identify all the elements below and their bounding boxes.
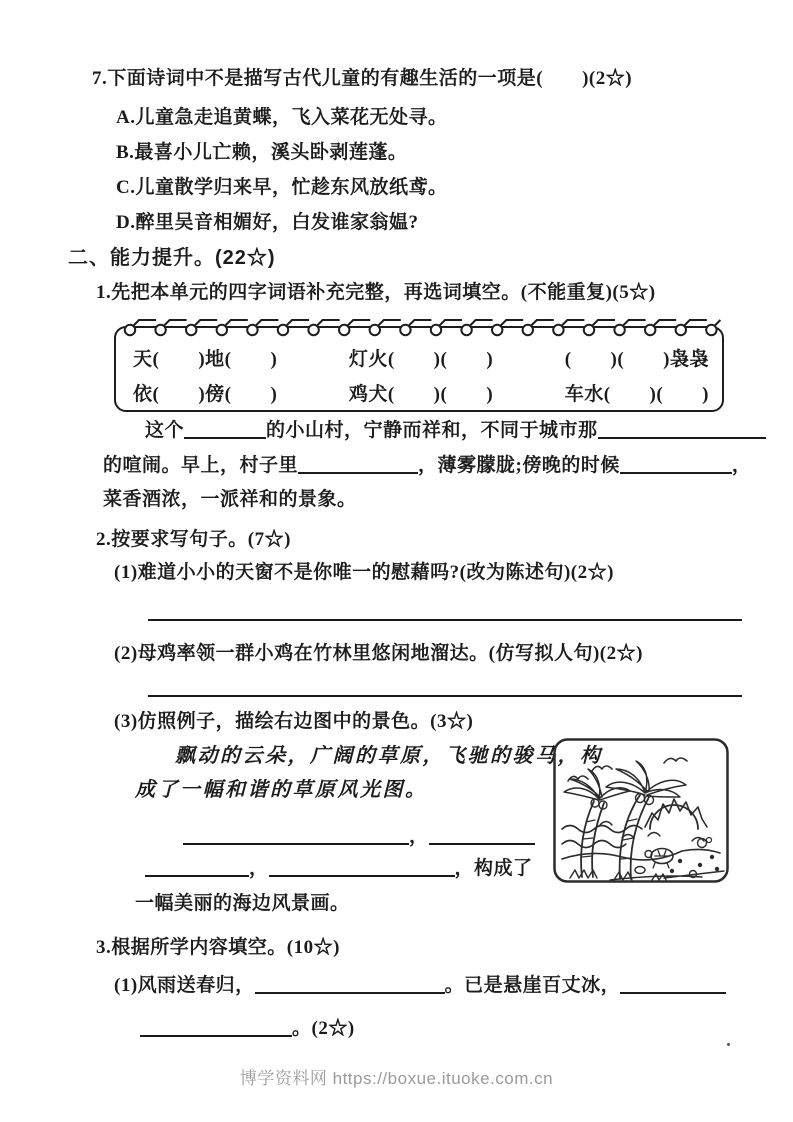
question-3-stem: 3.根据所学内容填空。(10☆) (96, 937, 340, 958)
question-3-sub-1-cont (140, 1018, 355, 1040)
spiral-binding-icon (120, 314, 720, 338)
fill-blank (620, 455, 732, 474)
word-bank-row-1 (133, 344, 709, 371)
question-7-option-d: D.醉里吴音相媚好，白发谁家翁媪? (116, 212, 419, 233)
fill-blank (598, 420, 766, 439)
fill-line-3: 一幅美丽的海边风景画。 (135, 893, 350, 914)
fill-blank (269, 858, 455, 877)
fill-line-2 (145, 858, 533, 880)
answer-line (148, 695, 742, 697)
word-bank-row-2 (133, 379, 709, 406)
example-line-2: 成了一幅和谐的草原风光图。 (135, 779, 428, 801)
question-1-stem: 1.先把本单元的四字词语补充完整，再选词填空。(不能重复)(5☆) (96, 282, 656, 303)
watermark-footer: 博学资料网 https://boxue.ituoke.com.cn (239, 1069, 554, 1088)
question-2-stem: 2.按要求写句子。(7☆) (96, 529, 291, 550)
fill-text: 。已是悬崖百丈冰， (444, 975, 621, 996)
question-2-sub-1: (1)难道小小的天窗不是你唯一的慰藉吗?(改为陈述句)(2☆) (114, 562, 614, 583)
question-3-sub-1 (114, 975, 726, 997)
word-bank-cell: ( )( )袅袅 (564, 349, 709, 370)
fill-blank (429, 826, 535, 845)
fill-text: ，构成了 (454, 858, 533, 879)
question-7-option-a: A.儿童急走追黄蝶，飞入菜花无处寻。 (116, 107, 448, 128)
fill-text: (1)风雨送春归， (114, 975, 255, 996)
passage-text: 这个 (145, 420, 185, 441)
fill-blank (620, 975, 726, 994)
fill-text: ， (409, 826, 429, 847)
word-bank-cell: 灯火( )( ) (348, 349, 494, 370)
fill-blank (298, 455, 418, 474)
passage-text: 的喧闹。早上，村子里 (103, 455, 299, 476)
question-2-sub-3: (3)仿照例子，描绘右边图中的景色。(3☆) (114, 711, 474, 732)
print-dot (727, 1043, 730, 1046)
answer-line (148, 619, 742, 621)
passage-text: ， (731, 455, 752, 476)
example-line-1: 飘动的云朵，广阔的草原，飞驰的骏马，构 (175, 745, 603, 767)
fill-blank (140, 1018, 292, 1037)
fill-blank (145, 858, 249, 877)
passage-text: 的小山村，宁静而祥和，不同于城市那 (266, 420, 598, 441)
fill-blank (183, 826, 409, 845)
fill-text: 。(2☆) (292, 1018, 355, 1039)
word-bank-cell: 依( )傍( ) (133, 384, 278, 405)
fill-blank (184, 420, 266, 439)
passage-text: ，薄雾朦胧;傍晚的时候 (418, 455, 620, 476)
word-bank-cell: 车水( )( ) (564, 384, 709, 405)
word-bank-cell: 鸡犬( )( ) (348, 384, 494, 405)
fill-line-1 (183, 826, 535, 848)
word-bank-box (114, 326, 724, 412)
question-7-option-b: B.最喜小儿亡赖，溪头卧剥莲蓬。 (116, 142, 408, 163)
question-2-sub-2: (2)母鸡率领一群小鸡在竹林里悠闲地溜达。(仿写拟人句)(2☆) (114, 643, 643, 664)
passage-line-1 (145, 420, 766, 442)
fill-text: ， (249, 858, 269, 879)
fill-blank (255, 975, 445, 994)
question-7-stem: 7.下面诗词中不是描写古代儿童的有趣生活的一项是( )(2☆) (92, 68, 633, 89)
question-7-option-c: C.儿童散学归来早，忙趁东风放纸鸢。 (116, 177, 448, 198)
word-bank-cell: 天( )地( ) (133, 349, 278, 370)
beach-illustration (552, 737, 730, 884)
passage-line-3: 菜香酒浓，一派祥和的景象。 (103, 489, 357, 510)
section-2-title: 二、能力提升。(22☆) (68, 247, 276, 269)
passage-line-2 (103, 455, 751, 477)
